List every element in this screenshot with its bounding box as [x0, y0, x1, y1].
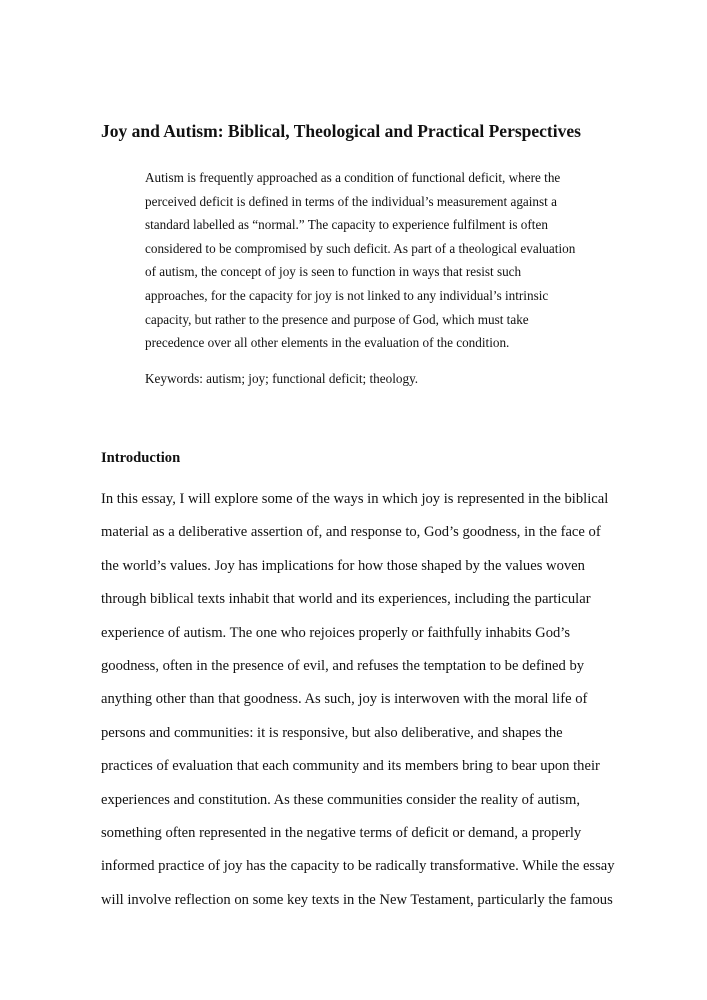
body-line: informed practice of joy has the capacity to be radically transformative. While the essay: [101, 858, 615, 875]
body-line: material as a deliberative assertion of, and response to, God’s goodness, in the face of: [101, 524, 601, 541]
section-heading-introduction: Introduction: [101, 450, 181, 466]
body-line: the world’s values. Joy has implications for how those shaped by the values woven: [101, 557, 585, 574]
abstract: [145, 166, 605, 355]
abstract-line: standard labelled as “normal.” The capacity to experience fulfilment is often: [145, 217, 548, 233]
body-line: anything other than that goodness. As such, joy is interwoven with the moral life of: [101, 691, 588, 708]
body-line: something often represented in the negative terms of deficit or demand, a properly: [101, 825, 582, 842]
document-title: Joy and Autism: Biblical, Theological and Practical Perspectives: [101, 121, 581, 141]
body-line: experiences and constitution. As these communities consider the reality of autism,: [101, 791, 581, 808]
abstract-line: considered to be compromised by such deficit. As part of a theological evaluation: [145, 240, 576, 256]
body-line: will involve reflection on some key texts in the New Testament, particularly the famous: [101, 891, 613, 908]
abstract-line: capacity, but rather to the presence and purpose of God, which must take: [145, 311, 529, 327]
body-line: through biblical texts inhabit that world and its experiences, including the particular: [101, 591, 591, 608]
keywords: Keywords: autism; joy; functional deficit; theology.: [145, 371, 419, 386]
body-line: experience of autism. The one who rejoices properly or faithfully inhabits God’s: [101, 624, 571, 641]
abstract-line: Autism is frequently approached as a condition of functional deficit, where the: [145, 170, 561, 185]
body-line: In this essay, I will explore some of the ways in which joy is represented in the biblical: [101, 491, 609, 507]
body-line: persons and communities: it is responsive, but also deliberative, and shapes the: [101, 724, 563, 741]
abstract-line: precedence over all other elements in the evaluation of the condition.: [145, 335, 510, 351]
abstract-line: of autism, the concept of joy is seen to function in ways that resist such: [145, 264, 522, 280]
body-line: goodness, often in the presence of evil, and refuses the temptation to be defined by: [101, 658, 585, 675]
abstract-line: approaches, for the capacity for joy is not linked to any individual’s intrinsic: [145, 287, 549, 303]
body-line: practices of evaluation that each community and its members bring to bear upon their: [101, 758, 600, 775]
body-text: [101, 483, 615, 917]
abstract-line: perceived deficit is defined in terms of the individual’s measurement against a: [145, 193, 557, 209]
